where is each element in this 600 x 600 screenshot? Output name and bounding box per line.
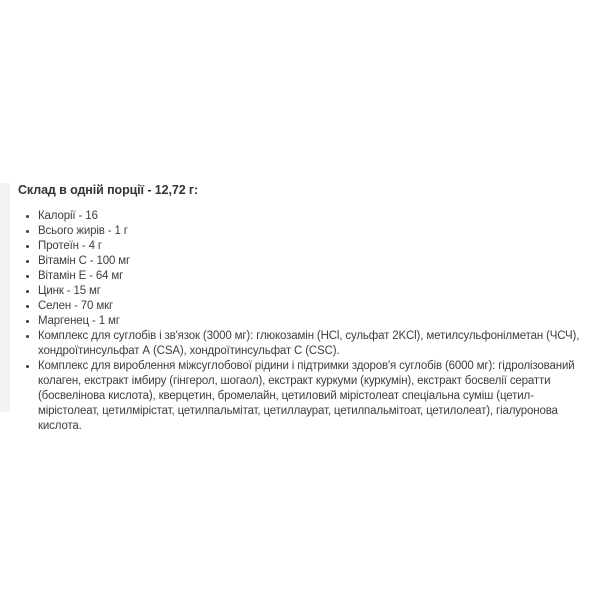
bullet-icon xyxy=(26,275,29,278)
list-item-text: Вітамін E - 64 мг xyxy=(38,270,124,282)
list-item xyxy=(18,239,583,254)
list-item xyxy=(18,209,583,224)
list-item-text: Протеїн - 4 г xyxy=(38,240,102,252)
list-item-text: Цинк - 15 мг xyxy=(38,285,101,297)
list-item xyxy=(18,314,583,329)
list-item-text: Вітамін C - 100 мг xyxy=(38,255,131,267)
list-item-text: Селен - 70 мкг xyxy=(38,300,114,312)
list-item xyxy=(18,299,583,314)
list-item xyxy=(18,284,583,299)
bullet-icon xyxy=(26,305,29,308)
list-item xyxy=(18,224,583,239)
adjacent-panel-edge xyxy=(0,183,10,412)
list-item-text: Маргенец - 1 мг xyxy=(38,315,120,327)
bullet-icon xyxy=(26,230,29,233)
ingredients-list xyxy=(18,209,584,434)
bullet-icon xyxy=(26,290,29,293)
list-item-text: Калорії - 16 xyxy=(38,210,98,222)
list-item-text: Всього жирів - 1 г xyxy=(38,225,128,237)
bullet-icon xyxy=(26,365,29,368)
section-heading: Склад в одній порції - 12,72 г: xyxy=(18,183,199,197)
bullet-icon xyxy=(26,335,29,338)
composition-section xyxy=(18,183,584,434)
list-item xyxy=(18,359,583,434)
bullet-icon xyxy=(26,260,29,263)
list-item-text: Комплекс для суглобів і зв'язок (3000 мг): глюкозамін (HCl, сульфат 2KCl), метилсульфонілметан (ЧСЧ), хондроїтинсульфат А (CSA), хондроїтинсульфат С (CSC). xyxy=(38,330,580,357)
bullet-icon xyxy=(26,320,29,323)
list-item xyxy=(18,254,583,269)
bullet-icon xyxy=(26,245,29,248)
list-item xyxy=(18,269,583,284)
list-item-text: Комплекс для вироблення міжсуглобової рідини і підтримки здоров'я суглобів (6000 мг): гідролізований колаген, екстракт імбиру (гінгерол, шогаол), екстракт куркуми (куркумін), екстракт босвелії сератти (босвелінова кислота), кверцетин, бромелайн, цетиловий мірістолеат спеціальна суміш (цетил- мірістолеат, цетилмірістат, цетилпальмітат, цетиллаурат, цетилпальмітоат, цетилолеат), гіалуронова кислота. xyxy=(38,360,575,432)
list-item xyxy=(18,329,583,359)
bullet-icon xyxy=(26,215,29,218)
